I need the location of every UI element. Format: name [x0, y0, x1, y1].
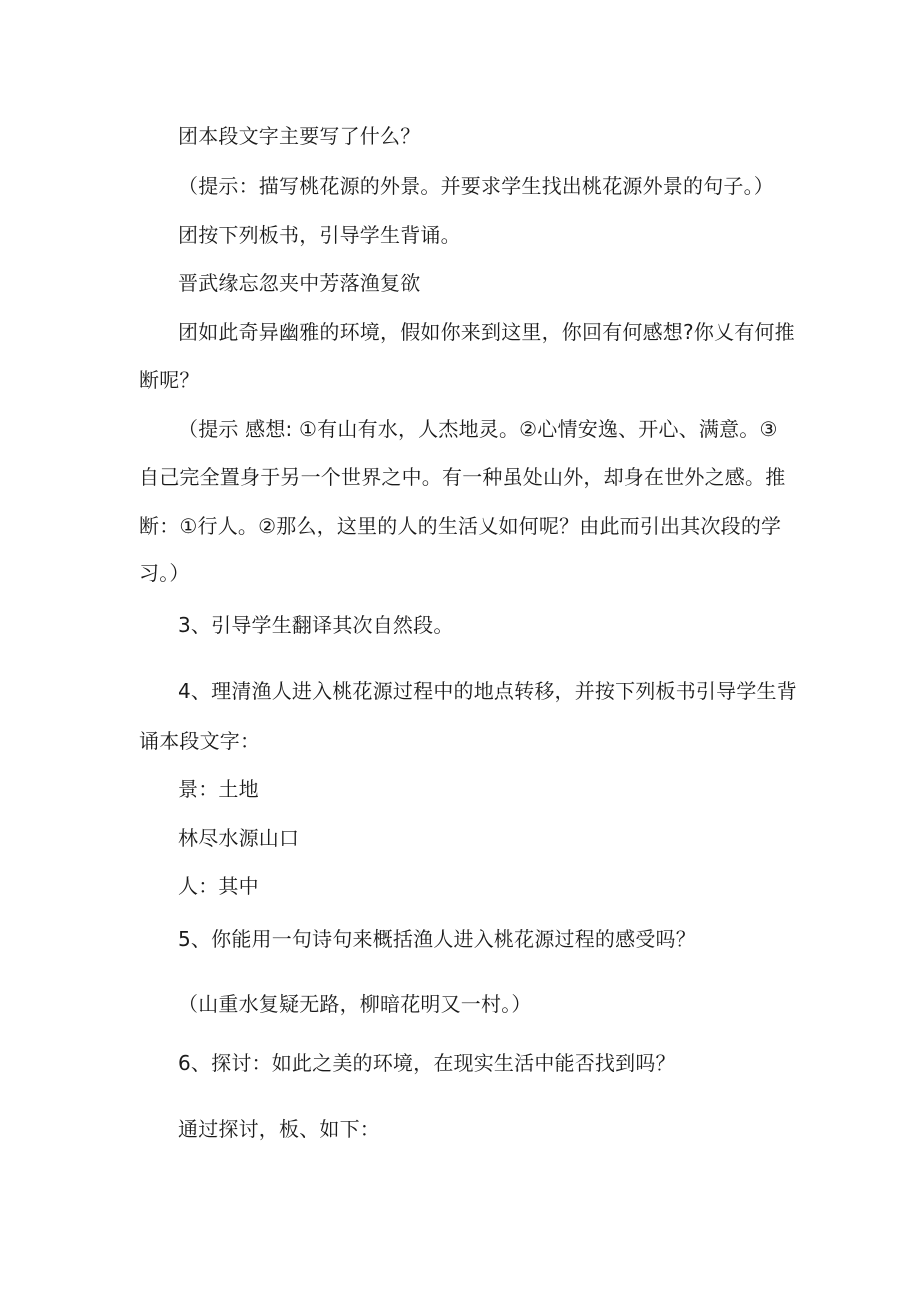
hint-line: （提示：描写桃花源的外景。并要求学生找出桃花源外景的句子。） [178, 174, 774, 198]
step-4-line-continued: 诵本段文字： [139, 729, 261, 753]
question-line-continued: 断呢？ [139, 368, 200, 392]
step-6-line: 6、探讨：如此之美的环境，在现实生活中能否找到吗？ [178, 1051, 676, 1075]
question-line: 团本段文字主要写了什么？ [178, 124, 421, 148]
hint-line-continued: 自己完全置身于另一个世界之中。有一种虽处山外，却身在世外之感。推 [139, 465, 786, 489]
step-3-line: 3、引导学生翻译其次自然段。 [178, 613, 454, 637]
hint-line-continued: 习。） [139, 561, 190, 585]
board-words-line: 晋武缘忘忽夹中芳落渔复欲 [178, 271, 421, 295]
instruction-line: 团按下列板书，引导学生背诵。 [178, 223, 461, 247]
step-5-line: 5、你能用一句诗句来概括渔人进入桃花源过程的感受吗？ [178, 927, 696, 951]
board-line: 景：土地 [178, 777, 259, 801]
hint-line: （提示 感想: ①有山有水，人杰地灵。②心情安逸、开心、满意。③ [178, 417, 778, 441]
board-line: 人：其中 [178, 874, 259, 898]
board-line: 林尽水源山口 [178, 826, 300, 850]
question-line: 团如此奇异幽雅的环境，假如你来到这里，你回有何感想?你乂有何推 [178, 320, 795, 344]
hint-line-continued: 断：①行人。②那么，这里的人的生活乂如何呢？由此而引出其次段的学 [139, 514, 782, 538]
discussion-line: 通过探讨，板、如下： [178, 1117, 380, 1141]
step-4-line: 4、理清渔人进入桃花源过程中的地点转移，并按下列板书引导学生背 [178, 679, 797, 703]
answer-line: （山重水复疑无路，柳暗花明又一村。） [178, 992, 532, 1016]
